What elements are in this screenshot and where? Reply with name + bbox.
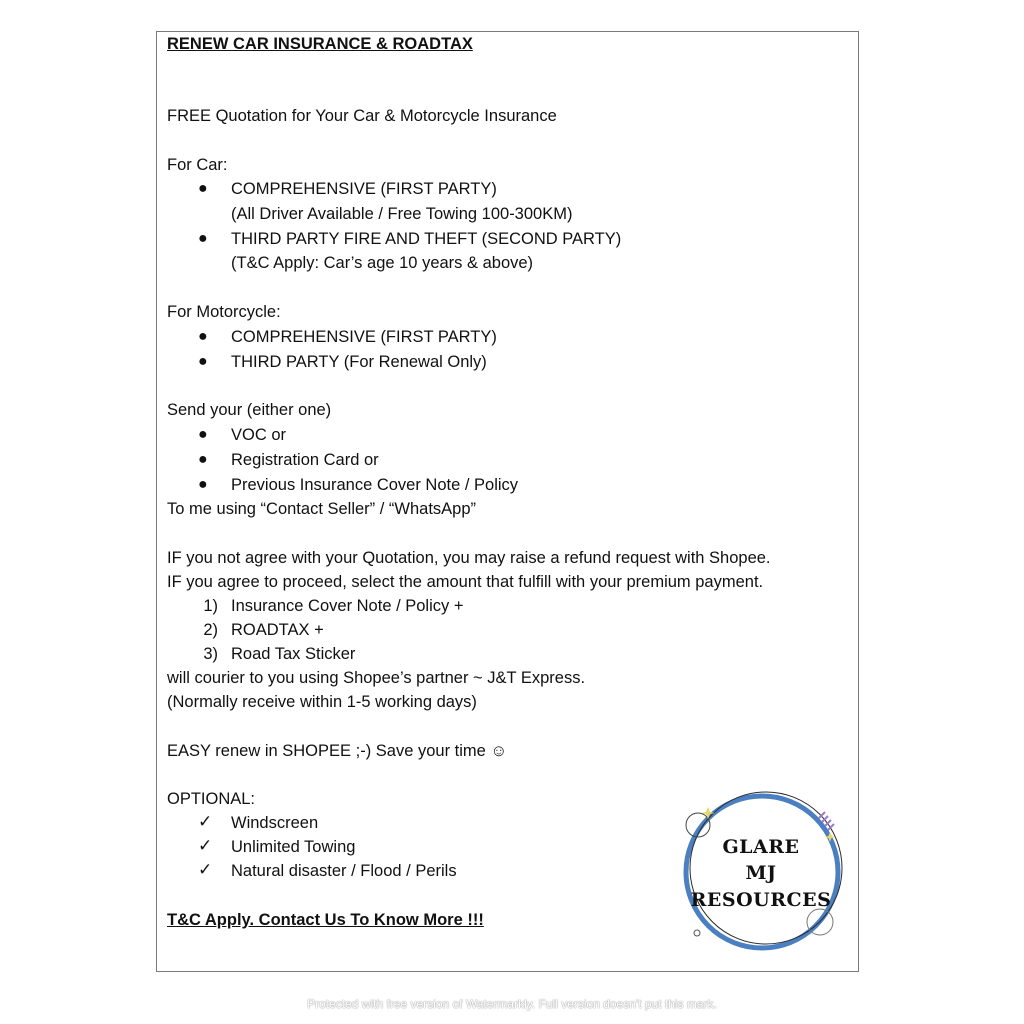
- optional-heading: OPTIONAL:: [167, 790, 256, 808]
- intro-text: FREE Quotation for Your Car & Motorcycle Insurance: [167, 107, 557, 125]
- logo-line-1: GLARE: [722, 836, 800, 858]
- courier-text: will courier to you using Shopee’s partner ~ J&T Express.: [167, 669, 586, 687]
- bullet-icon: ●: [198, 180, 208, 197]
- send-footer: To me using “Contact Seller” / “WhatsApp”: [167, 500, 477, 518]
- closing-text: T&C Apply. Contact Us To Know More !!!: [167, 911, 484, 929]
- list-item: THIRD PARTY (For Renewal Only): [231, 353, 487, 371]
- easy-renew-text: EASY renew in SHOPEE ;-) Save your time ☺: [167, 742, 508, 760]
- bullet-icon: ●: [198, 426, 208, 443]
- list-item: VOC or: [231, 426, 287, 444]
- watermark-text: Protected with free version of Watermarkly. Full version doesn't put this mark.: [307, 997, 717, 1011]
- list-item-note: (All Driver Available / Free Towing 100-300KM): [231, 205, 573, 223]
- logo-line-2: MJ: [745, 862, 777, 884]
- refund-text: IF you not agree with your Quotation, you may raise a refund request with Shopee.: [167, 549, 771, 567]
- logo-line-3: RESOURCES: [690, 889, 832, 911]
- list-item: COMPREHENSIVE (FIRST PARTY): [231, 180, 497, 198]
- list-number: 3): [203, 645, 218, 663]
- list-item: Unlimited Towing: [231, 838, 356, 856]
- proceed-text: IF you agree to proceed, select the amount that fulfill with your premium payment.: [167, 573, 764, 591]
- list-number: 1): [203, 597, 218, 615]
- bullet-icon: ●: [198, 451, 208, 468]
- list-item: Windscreen: [231, 814, 319, 832]
- delivery-text: (Normally receive within 1-5 working days): [167, 693, 477, 711]
- list-item-note: (T&C Apply: Car’s age 10 years & above): [231, 254, 534, 272]
- car-heading: For Car:: [167, 156, 228, 174]
- document-title: RENEW CAR INSURANCE & ROADTAX: [167, 35, 473, 53]
- checkmark-icon: ✓: [198, 836, 213, 855]
- list-item: ROADTAX +: [231, 621, 324, 639]
- bullet-icon: ●: [198, 230, 208, 247]
- bullet-icon: ●: [198, 476, 208, 493]
- motorcycle-heading: For Motorcycle:: [167, 303, 281, 321]
- list-item: Insurance Cover Note / Policy +: [231, 597, 464, 615]
- list-item: Registration Card or: [231, 451, 379, 469]
- send-heading: Send your (either one): [167, 401, 332, 419]
- list-item: Natural disaster / Flood / Perils: [231, 862, 457, 880]
- checkmark-icon: ✓: [198, 812, 213, 831]
- list-item: THIRD PARTY FIRE AND THEFT (SECOND PARTY): [231, 230, 622, 248]
- list-item: Previous Insurance Cover Note / Policy: [231, 476, 519, 494]
- bullet-icon: ●: [198, 353, 208, 370]
- list-item: COMPREHENSIVE (FIRST PARTY): [231, 328, 497, 346]
- list-number: 2): [203, 621, 218, 639]
- checkmark-icon: ✓: [198, 860, 213, 879]
- list-item: Road Tax Sticker: [231, 645, 356, 663]
- bullet-icon: ●: [198, 328, 208, 345]
